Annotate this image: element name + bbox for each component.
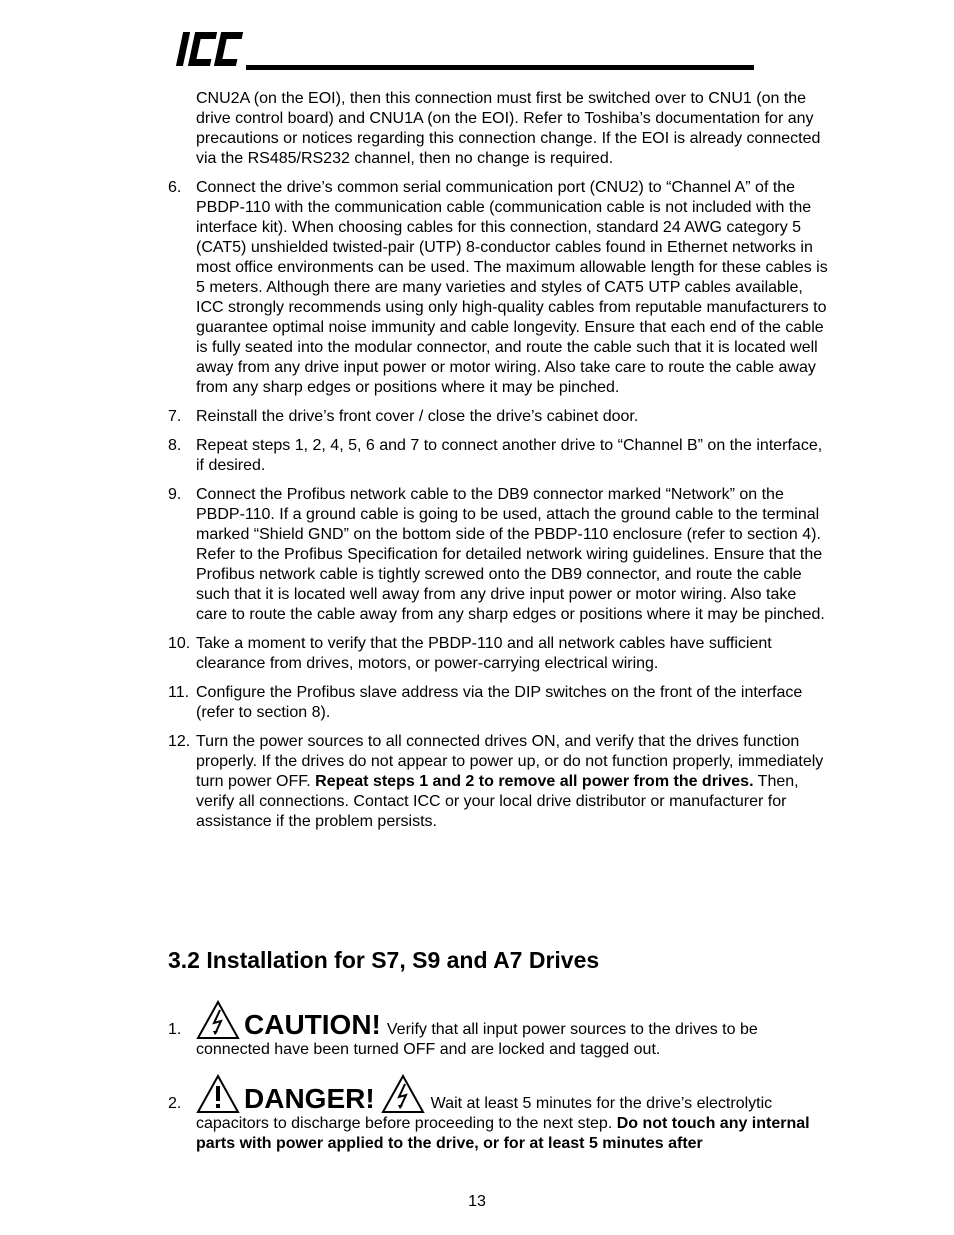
section-heading: 3.2 Installation for S7, S9 and A7 Drives: [168, 947, 600, 973]
list-item: 10. Take a moment to verify that the PBDP-110 and all network cables have sufficient clearance from drives, motors, or power-carrying electrical wiring.: [168, 635, 772, 672]
danger-label: DANGER!: [244, 1083, 375, 1114]
header-rule: [246, 65, 754, 70]
list-item: 9. Connect the Profibus network cable to the DB9 connector marked “Network” on the PBDP-110. If a ground cable is going to be used, attach the ground cable to the terminal marked “Shield GND” on the bottom side of the PBDP-110 enclosure (refer to section 4). Refer to the Profibus Specification for detailed network wiring guidelines. Ensure that the Profibus network cable is tightly screwed onto the DB9 connector, and route the cable such that it is located well away from any drive input power or motor wiring. Also take care to route the cable away from any sharp edges or positions where it may be pinched.: [168, 486, 825, 623]
caution-label: CAUTION!: [244, 1009, 381, 1040]
caution-step: 1. CAUTION! Verify that all input power sources to the drives to be connected have been turned OFF and are locked and tagged out.: [168, 994, 828, 1060]
list-item: 7. Reinstall the drive’s front cover / close the drive’s cabinet door.: [168, 408, 639, 425]
exclamation-triangle-icon: [196, 1074, 240, 1114]
bold-instruction: Repeat steps 1 and 2 to remove all power from the drives.: [315, 773, 754, 790]
page-header: [174, 28, 754, 72]
electrical-hazard-triangle-icon: [196, 1000, 240, 1040]
install-steps-list: [168, 178, 828, 832]
list-item: 11. Configure the Profibus slave address via the DIP switches on the front of the interface (refer to section 8).: [168, 684, 803, 721]
danger-step: 2. DANGER! Wait at least 5 minutes for the drive’s electrolytic capacitors to discharge before proceeding to the next step. Do not touch any internal parts with power applied to the drive, or for at least 5 minutes after: [168, 1068, 828, 1154]
page-number: 13: [468, 1193, 486, 1210]
list-item: 12. Turn the power sources to all connected drives ON, and verify that the drives function properly. If the drives do not appear to power up, or do not function properly, immediately turn power OFF. Repeat steps 1 and 2 to remove all power from the drives. Then, verify all connections. Contact ICC or your local drive distributor or manufacturer for assistance if the problem persists.: [168, 733, 824, 830]
list-item: 8. Repeat steps 1, 2, 4, 5, 6 and 7 to connect another drive to “Channel B” on the interface, if desired.: [168, 437, 823, 474]
continuation-paragraph: CNU2A (on the EOI), then this connection must first be switched over to CNU1 (on the drive control board) and CNU1A (on the EOI). Refer to Toshiba’s documentation for any precautions or notices regarding this connection change. If the EOI is already connected via the RS485/RS232 channel, then no change is required.: [196, 90, 821, 167]
list-item: 6. Connect the drive’s common serial communication port (CNU2) to “Channel A” of the PBDP-110 with the communication cable (communication cable is not included with the interface kit). When choosing cables for this connection, standard 24 AWG category 5 (CAT5) unshielded twisted-pair (UTP) 8-conductor cables found in Ethernet networks in most office environments can be used. The maximum allowable length for these cables is 5 meters. Although there are many varieties and styles of CAT5 UTP cables available, ICC strongly recommends using only high-quality cables from reputable manufacturers to guarantee optimal noise immunity and cable longevity. Ensure that each end of the cable is fully seated into the modular connector, and route the cable such that it is located well away from any drive input power or motor wiring. Also take care to route the cable away from any sharp edges or positions where it may be pinched.: [168, 179, 828, 396]
document-body: [168, 89, 828, 832]
danger-bold-warning: Do not touch any internal parts with power applied to the drive, or for at least 5 minutes after: [196, 1115, 810, 1152]
electrical-hazard-triangle-icon: [381, 1074, 425, 1114]
icc-logo: [174, 28, 244, 70]
